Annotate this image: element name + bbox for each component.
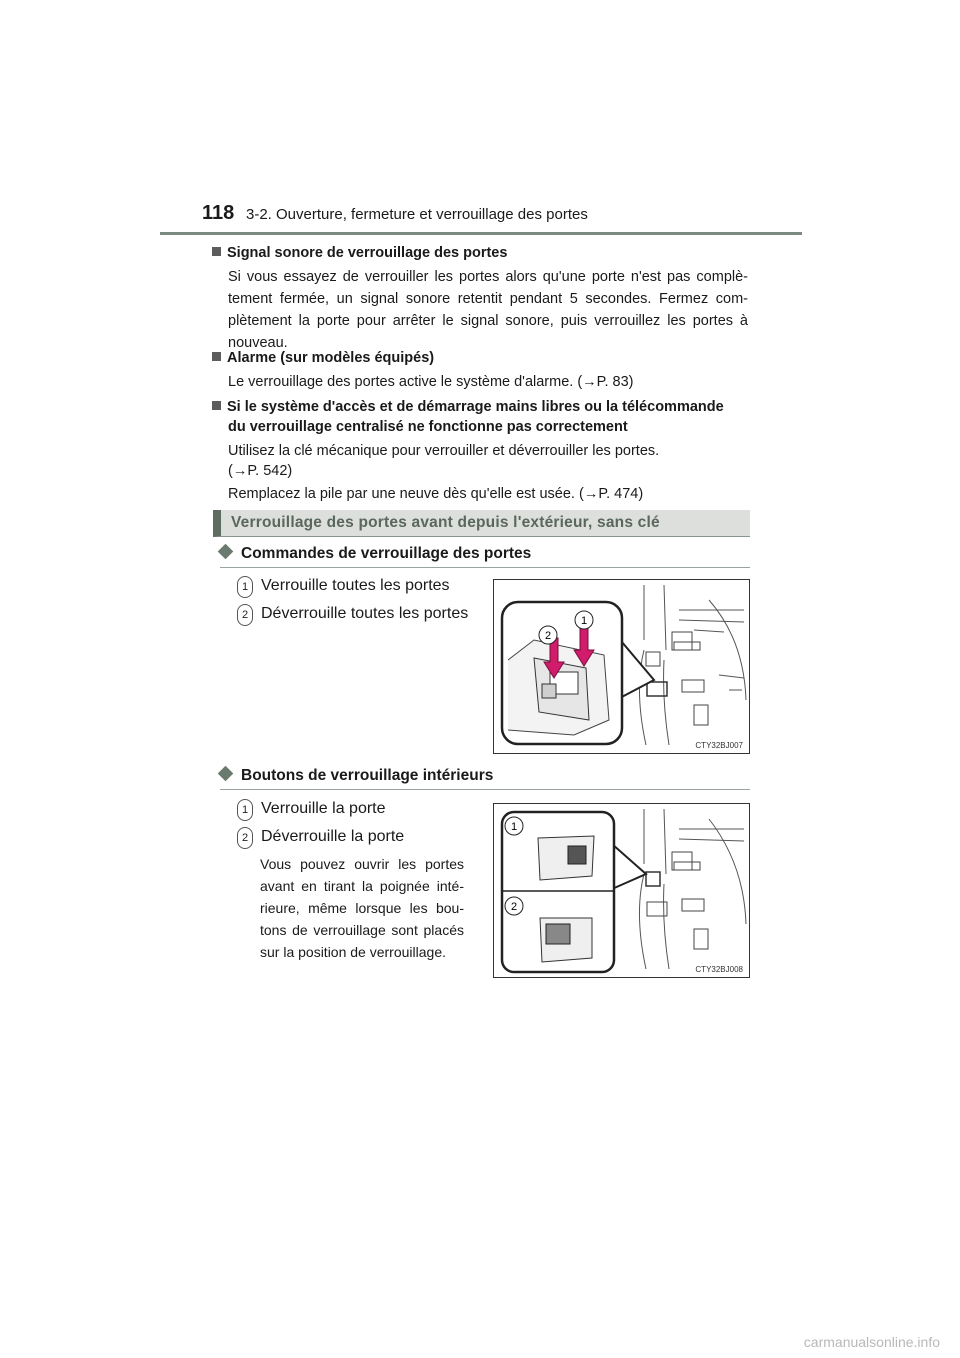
interior-lock-buttons-illustration	[494, 804, 749, 977]
svg-text:2: 2	[510, 901, 518, 913]
step-number-1: 1	[237, 576, 253, 598]
subsection-heading-text: Boutons de verrouillage intérieurs	[241, 767, 494, 784]
item-heading-alarm	[212, 348, 434, 368]
subsection-heading-interior-lock-buttons	[220, 767, 493, 785]
subsection-heading-door-lock-controls	[220, 545, 531, 563]
step-text-unlock-door: Déverrouille la porte	[261, 828, 405, 845]
figure-door-lock-switch	[493, 579, 750, 754]
item-body-alarm: Le verrouillage des portes active le système d'alarme. (→P. 83)	[228, 374, 634, 390]
step-number-1: 1	[237, 799, 253, 821]
diamond-bullet-icon	[218, 766, 234, 782]
square-bullet-icon	[212, 401, 221, 410]
item-heading-smart-key-line2: du verrouillage centralisé ne fonctionne pas correctement	[228, 419, 628, 435]
section-note: Vous pouvez ouvrir les portes avant en tirant la poignée inté-rieure, même lorsque les bou-tons de verrouillage sont placés sur la position de verrouillage.	[260, 856, 464, 960]
section-banner	[213, 510, 750, 537]
item-body-smart-key: Utilisez la clé mécanique pour verrouiller et déverrouiller les portes.	[228, 443, 660, 459]
step-text-unlock-all: Déverrouille toutes les portes	[261, 605, 469, 622]
watermark: carmanualsonline.info	[803, 1334, 940, 1350]
page-number: 118	[202, 202, 235, 224]
item-heading-smart-key	[212, 397, 724, 417]
subsection-heading-text: Commandes de verrouillage des portes	[241, 545, 532, 562]
subsection-divider	[220, 567, 750, 568]
figure-code: CTY32BJ008	[695, 965, 743, 974]
item-body-sound-signal: Si vous essayez de verrouiller les portes alors qu'une porte n'est pas complè-tement fermée, un signal sonore retentit pendant 5 secondes. Fermez com-plètement la porte pour arrêter le signal sonore, puis verrouillez les portes à nouveau.	[228, 269, 748, 351]
item-heading-text: Signal sonore de verrouillage des portes	[227, 245, 508, 261]
item-heading-text: Si le système d'accès et de démarrage mains libres ou la télécommande	[227, 399, 724, 415]
header-divider	[160, 232, 802, 235]
item-body-smart-key-ref: (→P. 542)	[228, 463, 293, 479]
door-lock-switch-illustration	[494, 580, 749, 753]
svg-text:1: 1	[580, 615, 588, 627]
item-heading-text: Alarme (sur modèles équipés)	[227, 350, 435, 366]
diamond-bullet-icon	[218, 544, 234, 560]
figure-interior-lock-buttons	[493, 803, 750, 978]
square-bullet-icon	[212, 352, 221, 361]
svg-text:1: 1	[510, 821, 518, 833]
item-body-battery: Remplacez la pile par une neuve dès qu'elle est usée. (→P. 474)	[228, 486, 644, 502]
step-text-lock-all: Verrouille toutes les portes	[261, 577, 450, 594]
square-bullet-icon	[212, 247, 221, 256]
step-number-2: 2	[237, 604, 253, 626]
subsection-divider	[220, 789, 750, 790]
figure-code: CTY32BJ007	[695, 741, 743, 750]
section-banner-title: Verrouillage des portes avant depuis l'extérieur, sans clé	[231, 514, 660, 531]
chapter-title: 3-2. Ouverture, fermeture et verrouillage des portes	[246, 206, 588, 223]
item-heading-sound-signal	[212, 243, 507, 263]
svg-text:2: 2	[544, 630, 552, 642]
step-text-lock-door: Verrouille la porte	[261, 800, 386, 817]
step-number-2: 2	[237, 827, 253, 849]
